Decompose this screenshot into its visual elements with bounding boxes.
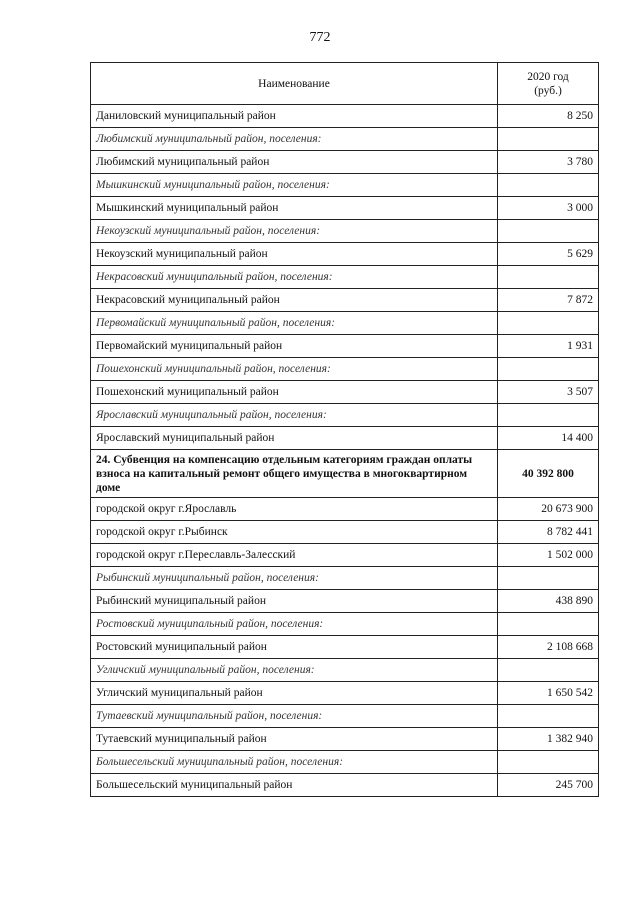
row-name: Некоузский муниципальный район, поселения: bbox=[91, 220, 498, 243]
header-name: Наименование bbox=[91, 63, 498, 105]
row-value: 3 000 bbox=[498, 197, 599, 220]
row-value: 245 700 bbox=[498, 774, 599, 797]
header-year bbox=[498, 63, 599, 105]
section-header-row bbox=[91, 705, 599, 728]
table-row bbox=[91, 151, 599, 174]
row-value bbox=[498, 128, 599, 151]
table-body bbox=[91, 105, 599, 797]
row-name: Некрасовский муниципальный район bbox=[91, 289, 498, 312]
row-name: Первомайский муниципальный район bbox=[91, 335, 498, 358]
table-row bbox=[91, 243, 599, 266]
table-row bbox=[91, 381, 599, 404]
page-number: 772 bbox=[309, 30, 331, 45]
row-value bbox=[498, 567, 599, 590]
row-value bbox=[498, 312, 599, 335]
row-name: Первомайский муниципальный район, поселения: bbox=[91, 312, 498, 335]
row-value: 3 507 bbox=[498, 381, 599, 404]
row-name: Угличский муниципальный район bbox=[91, 682, 498, 705]
row-value: 1 650 542 bbox=[498, 682, 599, 705]
section-header-row bbox=[91, 358, 599, 381]
table-row bbox=[91, 590, 599, 613]
table-row bbox=[91, 521, 599, 544]
row-value bbox=[498, 266, 599, 289]
row-name: городской округ г.Рыбинск bbox=[91, 521, 498, 544]
row-name: Любимский муниципальный район bbox=[91, 151, 498, 174]
table-row bbox=[91, 728, 599, 751]
row-value: 8 782 441 bbox=[498, 521, 599, 544]
row-name: Ярославский муниципальный район, поселения: bbox=[91, 404, 498, 427]
row-name: Пошехонский муниципальный район bbox=[91, 381, 498, 404]
row-name: Рыбинский муниципальный район bbox=[91, 590, 498, 613]
row-name: городской округ г.Переславль-Залесский bbox=[91, 544, 498, 567]
row-value bbox=[498, 751, 599, 774]
row-name: Тутаевский муниципальный район bbox=[91, 728, 498, 751]
section-header-row bbox=[91, 220, 599, 243]
row-name: Тутаевский муниципальный район, поселения: bbox=[91, 705, 498, 728]
row-value: 8 250 bbox=[498, 105, 599, 128]
subvention-row bbox=[91, 450, 599, 498]
row-name: Большесельский муниципальный район, поселения: bbox=[91, 751, 498, 774]
row-name: Ярославский муниципальный район bbox=[91, 427, 498, 450]
row-value: 1 502 000 bbox=[498, 544, 599, 567]
section-header-row bbox=[91, 751, 599, 774]
row-value: 3 780 bbox=[498, 151, 599, 174]
table-header bbox=[91, 63, 599, 105]
row-name: городской округ г.Ярославль bbox=[91, 498, 498, 521]
row-name: Любимский муниципальный район, поселения: bbox=[91, 128, 498, 151]
row-value: 1 382 940 bbox=[498, 728, 599, 751]
row-name: Мышкинский муниципальный район, поселения: bbox=[91, 174, 498, 197]
row-value: 5 629 bbox=[498, 243, 599, 266]
section-header-row bbox=[91, 266, 599, 289]
row-value bbox=[498, 705, 599, 728]
header-year-unit: (руб.) bbox=[534, 84, 562, 97]
table-row bbox=[91, 682, 599, 705]
row-name: 24. Субвенция на компенсацию отдельным категориям граждан оплаты взноса на капитальный ремонт общего имущества в многоквартирном доме bbox=[91, 450, 498, 498]
table-row bbox=[91, 544, 599, 567]
section-header-row bbox=[91, 312, 599, 335]
row-value bbox=[498, 220, 599, 243]
row-name: Ростовский муниципальный район, поселения: bbox=[91, 613, 498, 636]
row-value: 7 872 bbox=[498, 289, 599, 312]
row-value: 40 392 800 bbox=[498, 450, 599, 498]
table-row bbox=[91, 636, 599, 659]
row-name: Угличский муниципальный район, поселения: bbox=[91, 659, 498, 682]
row-name: Ростовский муниципальный район bbox=[91, 636, 498, 659]
row-name: Пошехонский муниципальный район, поселения: bbox=[91, 358, 498, 381]
row-value bbox=[498, 659, 599, 682]
section-header-row bbox=[91, 404, 599, 427]
section-header-row bbox=[91, 613, 599, 636]
row-value: 20 673 900 bbox=[498, 498, 599, 521]
row-value: 1 931 bbox=[498, 335, 599, 358]
row-value bbox=[498, 404, 599, 427]
row-value: 2 108 668 bbox=[498, 636, 599, 659]
header-year-label: 2020 год bbox=[527, 70, 569, 83]
table-row bbox=[91, 774, 599, 797]
row-value: 14 400 bbox=[498, 427, 599, 450]
row-value bbox=[498, 613, 599, 636]
section-header-row bbox=[91, 174, 599, 197]
table-row bbox=[91, 105, 599, 128]
row-name: Даниловский муниципальный район bbox=[91, 105, 498, 128]
row-value bbox=[498, 358, 599, 381]
row-value: 438 890 bbox=[498, 590, 599, 613]
table-row bbox=[91, 335, 599, 358]
row-name: Некоузский муниципальный район bbox=[91, 243, 498, 266]
table-row bbox=[91, 197, 599, 220]
row-name: Большесельский муниципальный район bbox=[91, 774, 498, 797]
section-header-row bbox=[91, 659, 599, 682]
row-name: Рыбинский муниципальный район, поселения: bbox=[91, 567, 498, 590]
section-header-row bbox=[91, 128, 599, 151]
row-value bbox=[498, 174, 599, 197]
section-header-row bbox=[91, 567, 599, 590]
table-row bbox=[91, 427, 599, 450]
budget-table bbox=[90, 62, 599, 797]
row-name: Мышкинский муниципальный район bbox=[91, 197, 498, 220]
table-row bbox=[91, 289, 599, 312]
table-row bbox=[91, 498, 599, 521]
row-name: Некрасовский муниципальный район, поселения: bbox=[91, 266, 498, 289]
